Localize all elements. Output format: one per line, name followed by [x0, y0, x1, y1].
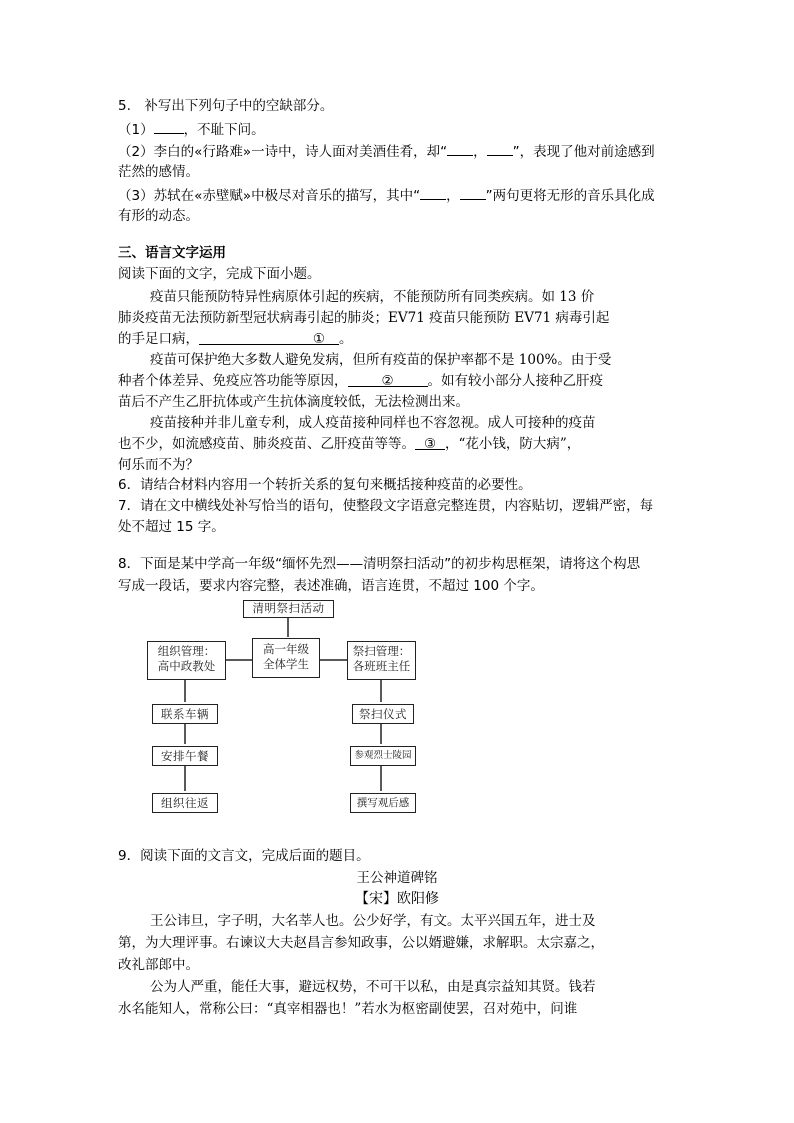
q7-line-1: 7．请在文中横线处补写恰当的语句，使整段文字语意完整连贯，内容贴切，逻辑严密，每 — [118, 498, 654, 514]
diagram-left-step-1: 联系车辆 — [152, 704, 218, 724]
diagram-right-step-2: 参观烈士陵园 — [350, 746, 416, 766]
q8-line-2: 写成一段话，要求内容完整，表述准确，语言连贯，不超过 100 个字。 — [118, 578, 544, 594]
q5-title: 5. 补写出下列句子中的空缺部分。 — [118, 98, 334, 114]
q9-title: 王公神道碑铭 — [356, 870, 438, 886]
q5-item-2: （2）李白的«行路难»一诗中，诗人面对美酒佳肴，却“ ， ”，表现了他对前途感到 — [118, 141, 655, 162]
classical-line: 水名能知人，常称公曰：“真宰相器也！”若水为枢密副使罢，召对苑中，问谁 — [118, 1001, 578, 1017]
diagram-left-step-2: 安排午餐 — [152, 746, 218, 766]
diagram-right-step-3: 撰写观后感 — [350, 793, 416, 813]
q5-item-2-cont: 茫然的感情。 — [118, 164, 199, 180]
diagram-right-step-1: 祭扫仪式 — [352, 704, 414, 724]
q5-item-1: （1） ，不耻下问。 — [118, 119, 265, 140]
classical-line: 王公讳旦，字子明，大名莘人也。公少好学，有文。太平兴国五年，进士及 — [150, 913, 596, 929]
diagram-top-box: 清明祭扫活动 — [243, 600, 334, 618]
fill-blank-2[interactable]: ② — [348, 372, 428, 387]
passage-line: 何乐而不为？ — [118, 457, 199, 473]
classical-line: 第，为大理评事。右谏议大夫赵昌言参知政事，公以婿避嫌，求解职。太宗嘉之， — [118, 935, 604, 951]
q8-line-1: 8．下面是某中学高一年级“缅怀先烈——清明祭扫活动”的初步构思框架，请将这个构思 — [118, 556, 641, 572]
diagram-left-box: 组织管理： 高中政教处 — [147, 641, 226, 680]
diagram-center-box: 高一年级 全体学生 — [252, 638, 320, 678]
passage-line: 苗后不产生乙肝抗体或产生抗体滴度较低，无法检测出来。 — [118, 394, 469, 410]
passage-line: 疫苗可保护绝大多数人避免发病，但所有疫苗的保护率都不是 100%。由于受 — [150, 352, 612, 368]
section-heading: 三、语言文字运用 — [118, 245, 226, 261]
q9-author: 【宋】欧阳修 — [355, 891, 439, 907]
q9-intro: 9．阅读下面的文言文，完成后面的题目。 — [118, 848, 370, 864]
q6: 6．请结合材料内容用一个转折关系的复句来概括接种疫苗的必要性。 — [118, 477, 532, 493]
passage-line: 种者个体差异、免疫应答功能等原因， ② 。如有较小部分人接种乙肝疫 — [118, 373, 603, 389]
passage-line: 疫苗只能预防特异性病原体引起的疾病，不能预防所有同类疾病。如 13 价 — [150, 289, 595, 305]
fill-blank-3[interactable]: ③ — [415, 435, 445, 450]
diagram-left-step-3: 组织往返 — [152, 793, 218, 813]
q5-item-3: （3）苏轼在«赤壁赋»中极尽对音乐的描写，其中“ ， ”两句更将无形的音乐具化成 — [118, 185, 655, 206]
fill-blank-1[interactable]: ① — [199, 330, 339, 345]
diagram-right-box: 祭扫管理： 各班班主任 — [347, 641, 416, 680]
section-intro: 阅读下面的文字，完成下面小题。 — [118, 266, 321, 282]
passage-line: 肺炎疫苗无法预防新型冠状病毒引起的肺炎；EV71 疫苗只能预防 EV71 病毒引起 — [118, 310, 610, 326]
passage-line: 也不少，如流感疫苗、肺炎疫苗、乙肝疫苗等等。 ③ ，“花小钱，防大病”， — [118, 436, 581, 452]
classical-line: 公为人严重，能任大事，避远权势，不可干以私，由是真宗益知其贤。钱若 — [150, 979, 596, 995]
q7-line-2: 处不超过 15 字。 — [118, 519, 225, 535]
classical-line: 改礼部郎中。 — [118, 957, 199, 973]
passage-line: 疫苗接种并非儿童专利，成人疫苗接种同样也不容忽视。成人可接种的疫苗 — [150, 415, 596, 431]
q5-item-3-cont: 有形的动态。 — [118, 208, 199, 224]
passage-line: 的手足口病， ① 。 — [118, 331, 353, 347]
